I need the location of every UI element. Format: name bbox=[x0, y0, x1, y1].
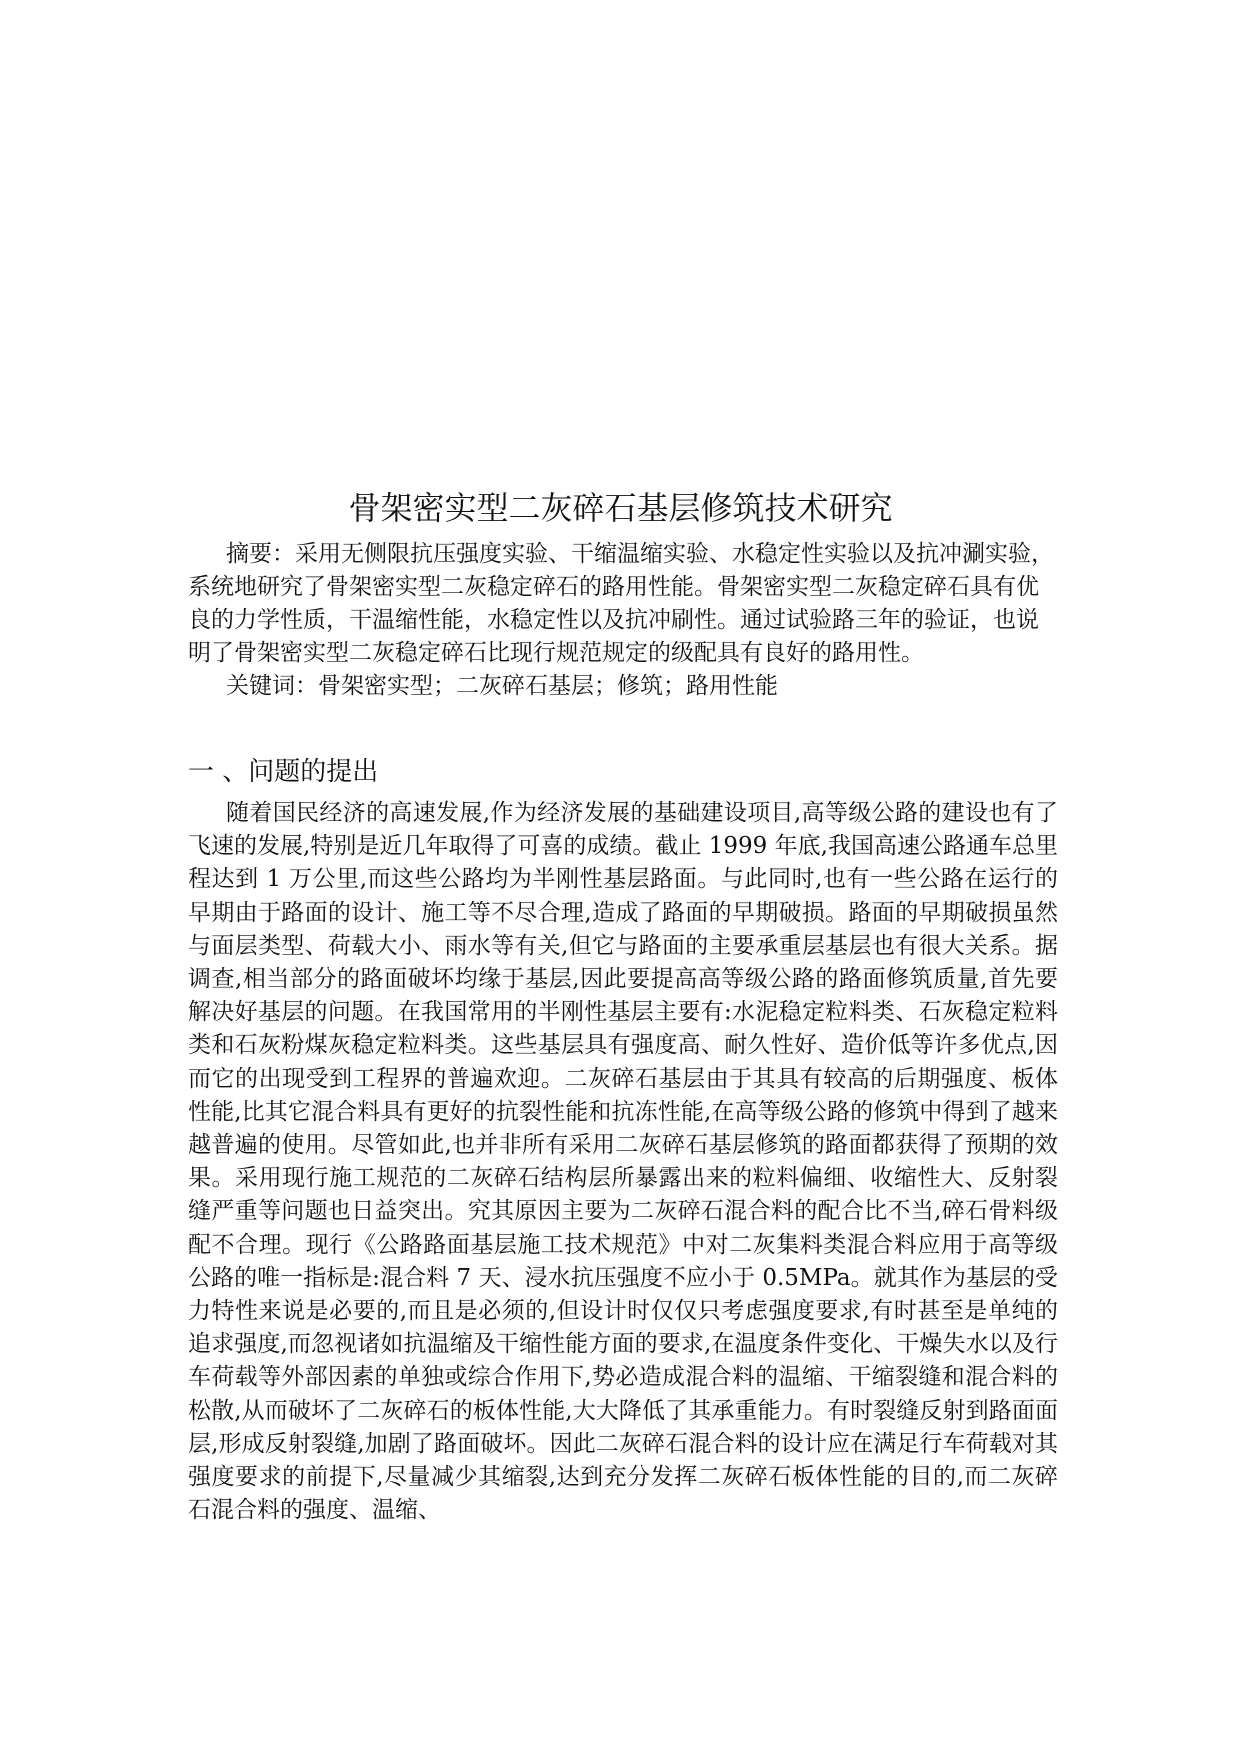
keywords-line: 关键词：骨架密实型；二灰碎石基层；修筑；路用性能 bbox=[226, 673, 778, 699]
body-paragraph: 随着国民经济的高速发展,作为经济发展的基础建设项目,高等级公路的建设也有了飞速的发展,特别是近几年取得了可喜的成绩。截止 1999 年底,我国高速公路通车总里程达到 1 万公里,而这些公路均为半刚性基层路面。与此同时,也有一些公路在运行的早期由于路面的设计、施工等不尽合理,造成了路面的早期破损。路面的早期破损虽然与面层类型、荷载大小、雨水等有关,但它与路面的主要承重层基层也有很大关系。据调查,相当部分的路面破坏均缘于基层,因此要提高高等级公路的路面修筑质量,首先要解决好基层的问题。在我国常用的半刚性基层主要有:水泥稳定粒料类、石灰稳定粒料类和石灰粉煤灰稳定粒料类。这些基层具有强度高、耐久性好、造价低等许多优点,因而它的出现受到工程界的普遍欢迎。二灰碎石基层由于其具有较高的后期强度、板体性能,比其它混合料具有更好的抗裂性能和抗冻性能,在高等级公路的修筑中得到了越来越普遍的使用。尽管如此,也并非所有采用二灰碎石基层修筑的路面都获得了预期的效果。采用现行施工规范的二灰碎石结构层所暴露出来的粒料偏细、收缩性大、反射裂缝严重等问题也日益突出。究其原因主要为二灰碎石混合料的配合比不当,碎石骨料级配不合理。现行《公路路面基层施工技术规范》中对二灰集料类混合料应用于高等级公路的唯一指标是:混合料 7 天、浸水抗压强度不应小于 0.5MPa。就其作为基层的受力特性来说是必要的,而且是必须的,但设计时仅仅只考虑强度要求,有时甚至是单纯的追求强度,而忽视诸如抗温缩及干缩性能方面的要求,在温度条件变化、干燥失水以及行车荷载等外部因素的单独或综合作用下,势必造成混合料的温缩、干缩裂缝和混合料的松散,从而破坏了二灰碎石的板体性能,大大降低了其承重能力。有时裂缝反射到路面面层,形成反射裂缝,加剧了路面破坏。因此二灰碎石混合料的设计应在满足行车荷载对其强度要求的前提下,尽量减少其缩裂,达到充分发挥二灰碎石板体性能的目的,而二灰碎石混合料的强度、温缩、 bbox=[188, 800, 1058, 1524]
abstract-paragraph: 摘要：采用无侧限抗压强度实验、干缩温缩实验、水稳定性实验以及抗冲涮实验，系统地研究了骨架密实型二灰稳定碎石的路用性能。骨架密实型二灰稳定碎石具有优良的力学性质，干温缩性能，水稳定性以及抗冲刷性。通过试验路三年的验证，也说明了骨架密实型二灰稳定碎石比现行规范规定的级配具有良好的路用性。 bbox=[188, 541, 1054, 666]
abstract-block bbox=[188, 538, 1058, 703]
document-title: 骨架密实型二灰碎石基层修筑技术研究 bbox=[348, 489, 893, 527]
section-heading: 一 、问题的提出 bbox=[188, 757, 379, 787]
